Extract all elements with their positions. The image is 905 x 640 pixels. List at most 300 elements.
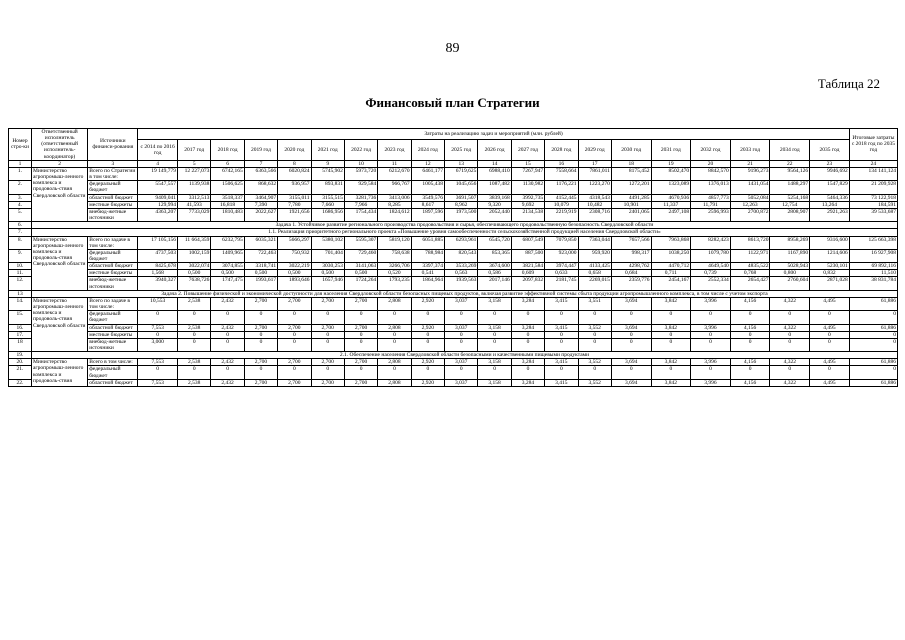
cost-value: 2,432 bbox=[211, 359, 244, 366]
funding-source: областной бюджет bbox=[88, 324, 138, 331]
cost-value: 2,920 bbox=[411, 324, 444, 331]
cost-value: 966,767 bbox=[378, 181, 411, 194]
funding-source: внебюд-жетные источники bbox=[88, 277, 138, 290]
cost-value: 0 bbox=[311, 338, 344, 351]
cost-value: 3,551 bbox=[578, 297, 611, 310]
cost-value: 3,284 bbox=[511, 359, 544, 366]
cost-value: 7,553 bbox=[138, 359, 178, 366]
cost-value: 3,694 bbox=[611, 379, 651, 386]
cost-value: 3318,741 bbox=[244, 263, 277, 270]
header-year: 2021 год bbox=[311, 140, 344, 161]
cost-value: 3141,063 bbox=[344, 263, 377, 270]
cost-value: 0 bbox=[651, 311, 691, 324]
cost-value: 7963,868 bbox=[651, 236, 691, 249]
cost-value: 0 bbox=[478, 366, 511, 379]
cost-value: 3,284 bbox=[511, 297, 544, 310]
cost-value: 2269,015 bbox=[578, 277, 611, 290]
cost-value: 19 149,779 bbox=[138, 167, 178, 180]
cost-value: 7,660 bbox=[311, 201, 344, 208]
total-value: 11,510 bbox=[849, 270, 897, 277]
task-description: Задача 1. Устойчивое развитие регионального производства продовольствия и сырья, обеспечивающего продовольственную безопасность Свердловской области bbox=[31, 222, 897, 229]
cost-value: 1376,013 bbox=[691, 181, 731, 194]
cost-value: 4363,207 bbox=[138, 208, 178, 221]
cost-value: 2,538 bbox=[178, 324, 211, 331]
cost-value: 0 bbox=[691, 311, 731, 324]
cost-value: 4298,762 bbox=[611, 263, 651, 270]
total-value: 69 892,116 bbox=[849, 263, 897, 270]
cost-value: 2097,832 bbox=[511, 277, 544, 290]
cost-value: 3533,269 bbox=[445, 263, 478, 270]
total-value: 21 209,928 bbox=[849, 181, 897, 194]
cost-value: 0 bbox=[445, 311, 478, 324]
cost-value: 3549,576 bbox=[411, 194, 444, 201]
cost-value: 1747,475 bbox=[211, 277, 244, 290]
cost-value: 12,754 bbox=[770, 201, 810, 208]
column-number: 22 bbox=[770, 160, 810, 167]
cost-value: 0 bbox=[411, 311, 444, 324]
task-description: Задача 2. Повышение физической и экономической доступности для населения Свердловской области безопасных пищевых продуктов, включая развитие эффективной системы сбыта продукции агропромышленного комплекса, в том числе с учетом экспорта bbox=[31, 290, 897, 297]
cost-value: 2921,263 bbox=[810, 208, 850, 221]
cost-value: 0 bbox=[378, 311, 411, 324]
cost-value: 0 bbox=[344, 366, 377, 379]
cost-value: 0,832 bbox=[810, 270, 850, 277]
column-number: 11 bbox=[378, 160, 411, 167]
cost-value: 3839,168 bbox=[478, 194, 511, 201]
cost-value: 10,553 bbox=[138, 297, 178, 310]
cost-value: 4491,285 bbox=[611, 194, 651, 201]
cost-value: 0,633 bbox=[545, 270, 578, 277]
line-number: 13 bbox=[9, 290, 32, 297]
column-number: 7 bbox=[244, 160, 277, 167]
total-value: 0 bbox=[849, 366, 897, 379]
cost-value: 923,000 bbox=[545, 249, 578, 262]
cost-value: 2,700 bbox=[344, 297, 377, 310]
cost-value: 1921,656 bbox=[278, 208, 311, 221]
line-number: 3. bbox=[9, 194, 32, 201]
cost-value: 5028,943 bbox=[770, 263, 810, 270]
cost-value: 9564,126 bbox=[770, 167, 810, 180]
cost-value: 0,520 bbox=[378, 270, 411, 277]
cost-value: 2219,919 bbox=[545, 208, 578, 221]
cost-value: 0 bbox=[651, 331, 691, 338]
cost-value: 7733,029 bbox=[178, 208, 211, 221]
line-number: 6. bbox=[9, 222, 32, 229]
cost-value: 17 105,156 bbox=[138, 236, 178, 249]
total-value: 0 bbox=[849, 338, 897, 351]
column-number: 3 bbox=[88, 160, 138, 167]
column-number: 16 bbox=[545, 160, 578, 167]
cost-value: 0 bbox=[545, 311, 578, 324]
cost-value: 3,694 bbox=[611, 359, 651, 366]
cost-value: 1824,612 bbox=[378, 208, 411, 221]
cost-value: 2,700 bbox=[311, 379, 344, 386]
table-row bbox=[9, 379, 898, 386]
funding-source: внебюд-жетные источники bbox=[88, 208, 138, 221]
cost-value: 2,700 bbox=[278, 297, 311, 310]
funding-source: федеральный бюджет bbox=[88, 181, 138, 194]
total-value: 184,591 bbox=[849, 201, 897, 208]
cost-value: 0 bbox=[770, 311, 810, 324]
total-value: 61,886 bbox=[849, 359, 897, 366]
total-value: 134 141,124 bbox=[849, 167, 897, 180]
cost-value: 0 bbox=[810, 366, 850, 379]
responsible-executor: Министерство агропромыш-ленного комплекса и продоволь-ствия Свердловской области bbox=[31, 297, 87, 351]
cost-value: 41,593 bbox=[178, 201, 211, 208]
cost-value: 1893,646 bbox=[278, 277, 311, 290]
line-number: 4. bbox=[9, 201, 32, 208]
cost-value: 6545,720 bbox=[478, 236, 511, 249]
cost-value: 0 bbox=[651, 338, 691, 351]
cost-value: 0 bbox=[278, 311, 311, 324]
column-number: 1 bbox=[9, 160, 32, 167]
header-year: с 2014 по 2016 год bbox=[138, 140, 178, 161]
cost-value: 3155,515 bbox=[311, 194, 344, 201]
cost-value: 2401,065 bbox=[611, 208, 651, 221]
cost-value: 7558,664 bbox=[545, 167, 578, 180]
cost-value: 1973,500 bbox=[445, 208, 478, 221]
cost-value: 2,808 bbox=[378, 379, 411, 386]
cost-value: 3,415 bbox=[545, 324, 578, 331]
funding-source: местные бюджеты bbox=[88, 270, 138, 277]
cost-value: 936,957 bbox=[278, 181, 311, 194]
cost-value: 7657,566 bbox=[611, 236, 651, 249]
cost-value: 9316,600 bbox=[810, 236, 850, 249]
cost-value: 0,739 bbox=[691, 270, 731, 277]
cost-value: 0,500 bbox=[311, 270, 344, 277]
cost-value: 1045,656 bbox=[445, 181, 478, 194]
cost-value: 1087,482 bbox=[478, 181, 511, 194]
cost-value: 0 bbox=[810, 331, 850, 338]
cost-value: 1122,971 bbox=[730, 249, 770, 262]
cost-value: 16,818 bbox=[211, 201, 244, 208]
cost-value: 0,500 bbox=[211, 270, 244, 277]
cost-value: 2,538 bbox=[178, 379, 211, 386]
cost-value: 0 bbox=[411, 331, 444, 338]
cost-value: 10,482 bbox=[578, 201, 611, 208]
cost-value: 2,432 bbox=[211, 324, 244, 331]
cost-value: 1176,221 bbox=[545, 181, 578, 194]
cost-value: 0 bbox=[691, 331, 731, 338]
cost-value: 998,317 bbox=[611, 249, 651, 262]
cost-value: 3,037 bbox=[445, 359, 478, 366]
header-year: 2018 год bbox=[211, 140, 244, 161]
cost-value: 8842,570 bbox=[691, 167, 731, 180]
cost-value: 2359,776 bbox=[611, 277, 651, 290]
cost-value: 9946,692 bbox=[810, 167, 850, 180]
cost-value: 0 bbox=[578, 311, 611, 324]
cost-value: 4835,522 bbox=[730, 263, 770, 270]
cost-value: 1810,483 bbox=[211, 208, 244, 221]
cost-value: 4,156 bbox=[730, 297, 770, 310]
cost-value: 9409,041 bbox=[138, 194, 178, 201]
cost-value: 2022,627 bbox=[244, 208, 277, 221]
cost-value: 0 bbox=[730, 311, 770, 324]
cost-value: 2,432 bbox=[211, 297, 244, 310]
total-value: 39 533,687 bbox=[849, 208, 897, 221]
cost-value: 1323,089 bbox=[651, 181, 691, 194]
cost-value: 2,920 bbox=[411, 297, 444, 310]
column-number: 8 bbox=[278, 160, 311, 167]
cost-value: 0 bbox=[244, 331, 277, 338]
cost-value: 6363,566 bbox=[244, 167, 277, 180]
cost-value: 6461,177 bbox=[411, 167, 444, 180]
header-total: Итоговые затраты с 2018 год по 2035 год bbox=[849, 129, 897, 161]
cost-value: 1167,890 bbox=[770, 249, 810, 262]
header-year: 2035 год bbox=[810, 140, 850, 161]
cost-value: 8502,470 bbox=[651, 167, 691, 180]
cost-value: 0,711 bbox=[651, 270, 691, 277]
line-number: 1. bbox=[9, 167, 32, 180]
cost-value: 701,404 bbox=[311, 249, 344, 262]
cost-value: 5230,101 bbox=[810, 263, 850, 270]
cost-value: 7,966 bbox=[344, 201, 377, 208]
table-row bbox=[9, 359, 898, 366]
cost-value: 0 bbox=[211, 338, 244, 351]
line-number: 20. bbox=[9, 359, 32, 366]
header-year: 2023 год bbox=[378, 140, 411, 161]
total-value: 16 927,908 bbox=[849, 249, 897, 262]
table-row bbox=[9, 297, 898, 310]
cost-value: 9,692 bbox=[511, 201, 544, 208]
column-number: 15 bbox=[511, 160, 544, 167]
cost-value: 8425,678 bbox=[138, 263, 178, 270]
line-number: 15. bbox=[9, 311, 32, 324]
cost-value: 0 bbox=[211, 331, 244, 338]
cost-value: 0 bbox=[770, 338, 810, 351]
cost-value: 722,463 bbox=[244, 249, 277, 262]
cost-value: 2,920 bbox=[411, 359, 444, 366]
cost-value: 4,156 bbox=[730, 324, 770, 331]
cost-value: 4,322 bbox=[770, 359, 810, 366]
cost-value: 5052,084 bbox=[730, 194, 770, 201]
cost-value: 0 bbox=[244, 366, 277, 379]
cost-value: 0 bbox=[478, 338, 511, 351]
header-line-number: Номер стро-ки bbox=[9, 129, 32, 161]
table-row bbox=[9, 324, 898, 331]
cost-value: 7363,044 bbox=[578, 236, 611, 249]
cost-value: 1272,201 bbox=[611, 181, 651, 194]
cost-value: 3940,327 bbox=[138, 277, 178, 290]
cost-value: 8175,452 bbox=[611, 167, 651, 180]
cost-value: 2454,167 bbox=[651, 277, 691, 290]
cost-value: 0 bbox=[244, 338, 277, 351]
task-row bbox=[9, 229, 898, 236]
header-year: 2031 год bbox=[651, 140, 691, 161]
cost-value: 0 bbox=[378, 331, 411, 338]
cost-value: 7267,947 bbox=[511, 167, 544, 180]
cost-value: 7638,726 bbox=[178, 277, 211, 290]
cost-value: 788,984 bbox=[411, 249, 444, 262]
column-number: 23 bbox=[810, 160, 850, 167]
cost-value: 750,932 bbox=[278, 249, 311, 262]
cost-value: 1139,938 bbox=[178, 181, 211, 194]
cost-value: 2,808 bbox=[378, 297, 411, 310]
column-number: 17 bbox=[578, 160, 611, 167]
cost-value: 10,901 bbox=[611, 201, 651, 208]
cost-value: 12 227,073 bbox=[178, 167, 211, 180]
cost-value: 5745,902 bbox=[311, 167, 344, 180]
cost-value: 3,996 bbox=[691, 359, 731, 366]
column-number: 14 bbox=[478, 160, 511, 167]
cost-value: 2,700 bbox=[244, 379, 277, 386]
line-number: 7. bbox=[9, 229, 32, 236]
cost-value: 6035,321 bbox=[244, 236, 277, 249]
table-row bbox=[9, 338, 898, 351]
cost-value: 1897,596 bbox=[411, 208, 444, 221]
header-year: 2020 год bbox=[278, 140, 311, 161]
total-value: 38 831,784 bbox=[849, 277, 897, 290]
cost-value: 853,365 bbox=[478, 249, 511, 262]
cost-value: 1214,606 bbox=[810, 249, 850, 262]
header-year: 2028 год bbox=[545, 140, 578, 161]
cost-value: 2,920 bbox=[411, 379, 444, 386]
table-row bbox=[9, 277, 898, 290]
cost-value: 0 bbox=[244, 311, 277, 324]
cost-value: 2,700 bbox=[244, 359, 277, 366]
total-value: 61,886 bbox=[849, 297, 897, 310]
total-value: 73 122,918 bbox=[849, 194, 897, 201]
cost-value: 2,700 bbox=[344, 379, 377, 386]
cost-value: 0 bbox=[691, 366, 731, 379]
cost-value: 2808,907 bbox=[770, 208, 810, 221]
header-years-row bbox=[9, 140, 898, 161]
cost-value: 5666,297 bbox=[278, 236, 311, 249]
cost-value: 3,284 bbox=[511, 379, 544, 386]
cost-value: 2497,108 bbox=[651, 208, 691, 221]
cost-value: 2,808 bbox=[378, 324, 411, 331]
column-number: 24 bbox=[849, 160, 897, 167]
cost-value: 3974,447 bbox=[545, 263, 578, 270]
cost-value: 0 bbox=[278, 338, 311, 351]
cost-value: 0 bbox=[311, 331, 344, 338]
cost-value: 0,586 bbox=[478, 270, 511, 277]
header-year: 2019 год bbox=[244, 140, 277, 161]
cost-value: 0 bbox=[511, 366, 544, 379]
column-number: 12 bbox=[411, 160, 444, 167]
header-year: 2017 год bbox=[178, 140, 211, 161]
cost-value: 4737,503 bbox=[138, 249, 178, 262]
cost-value: 0 bbox=[611, 338, 651, 351]
cost-value: 4,156 bbox=[730, 379, 770, 386]
cost-value: 0 bbox=[138, 311, 178, 324]
cost-value: 13,264 bbox=[810, 201, 850, 208]
header-year: 2030 год bbox=[611, 140, 651, 161]
cost-value: 129,994 bbox=[138, 201, 178, 208]
header-year: 2032 год bbox=[691, 140, 731, 161]
column-number: 9 bbox=[311, 160, 344, 167]
column-number: 4 bbox=[138, 160, 178, 167]
cost-value: 4670,936 bbox=[651, 194, 691, 201]
cost-value: 1657,946 bbox=[311, 277, 344, 290]
header-year: 2022 год bbox=[344, 140, 377, 161]
header-year: 2026 год bbox=[478, 140, 511, 161]
cost-value: 0 bbox=[445, 338, 478, 351]
funding-source: внебюд-жетные источники bbox=[88, 338, 138, 351]
cost-value: 6212,670 bbox=[378, 167, 411, 180]
cost-value: 1724,264 bbox=[344, 277, 377, 290]
cost-value: 2760,604 bbox=[770, 277, 810, 290]
cost-value: 1431,054 bbox=[730, 181, 770, 194]
table-row bbox=[9, 366, 898, 379]
cost-value: 10,079 bbox=[545, 201, 578, 208]
cost-value: 0 bbox=[611, 331, 651, 338]
column-number: 2 bbox=[31, 160, 87, 167]
cost-value: 5464,336 bbox=[810, 194, 850, 201]
cost-value: 1488,297 bbox=[770, 181, 810, 194]
header-costs-group: Затраты на реализацию задач и мероприятий (млн. рублей) bbox=[138, 129, 849, 140]
header-responsible: Ответственный исполнитель (ответственный исполнитель-координатор) bbox=[31, 129, 87, 161]
table-row bbox=[9, 249, 898, 262]
cost-value: 0,500 bbox=[344, 270, 377, 277]
cost-value: 2,808 bbox=[378, 359, 411, 366]
table-row bbox=[9, 311, 898, 324]
cost-value: 4,495 bbox=[810, 324, 850, 331]
column-number: 6 bbox=[211, 160, 244, 167]
cost-value: 0 bbox=[578, 331, 611, 338]
funding-source: Всего по задаче в том числе: bbox=[88, 236, 138, 249]
cost-value: 1993,617 bbox=[244, 277, 277, 290]
cost-value: 4318,543 bbox=[578, 194, 611, 201]
header-year: 2034 год bbox=[770, 140, 810, 161]
cost-value: 3155,011 bbox=[278, 194, 311, 201]
table-row bbox=[9, 270, 898, 277]
cost-value: 8,285 bbox=[378, 201, 411, 208]
cost-value: 2,700 bbox=[244, 324, 277, 331]
cost-value: 11,791 bbox=[691, 201, 731, 208]
cost-value: 7079,850 bbox=[545, 236, 578, 249]
cost-value: 1,568 bbox=[138, 270, 178, 277]
funding-source: федеральный бюджет bbox=[88, 249, 138, 262]
cost-value: 6988,410 bbox=[478, 167, 511, 180]
funding-source: федеральный бюджет bbox=[88, 311, 138, 324]
financial-plan-table bbox=[8, 128, 898, 387]
cost-value: 6807,549 bbox=[511, 236, 544, 249]
line-number: 14. bbox=[9, 297, 32, 310]
cost-value: 2,700 bbox=[311, 359, 344, 366]
cost-value: 5547,557 bbox=[138, 181, 178, 194]
cost-value: 3,037 bbox=[445, 379, 478, 386]
cost-value: 1038,250 bbox=[651, 249, 691, 262]
cost-value: 887,500 bbox=[511, 249, 544, 262]
column-number: 10 bbox=[344, 160, 377, 167]
cost-value: 4470,712 bbox=[651, 263, 691, 270]
cost-value: 0 bbox=[138, 331, 178, 338]
cost-value: 3,996 bbox=[691, 324, 731, 331]
responsible-executor: Министерство агропромыш-ленного комплекса и продоволь-ствия Свердловской области bbox=[31, 167, 87, 221]
cost-value: 1002,159 bbox=[178, 249, 211, 262]
cost-value: 3,158 bbox=[478, 359, 511, 366]
cost-value: 0 bbox=[138, 366, 178, 379]
cost-value: 7,553 bbox=[138, 379, 178, 386]
cost-value: 3397,374 bbox=[411, 263, 444, 270]
cost-value: 3674,600 bbox=[478, 263, 511, 270]
table-row bbox=[9, 236, 898, 249]
total-value: 125 663,398 bbox=[849, 236, 897, 249]
cost-value: 0 bbox=[344, 311, 377, 324]
cost-value: 3030,253 bbox=[311, 263, 344, 270]
cost-value: 0 bbox=[691, 338, 731, 351]
cost-value: 0 bbox=[478, 311, 511, 324]
table-row bbox=[9, 181, 898, 194]
cost-value: 929,584 bbox=[344, 181, 377, 194]
cost-value: 3821,584 bbox=[511, 263, 544, 270]
cost-value: 3,842 bbox=[651, 379, 691, 386]
header-year: 2025 год bbox=[445, 140, 478, 161]
column-numbers-row bbox=[9, 160, 898, 167]
header-funding-source: Источники финанси-рования bbox=[88, 129, 138, 161]
cost-value: 3,158 bbox=[478, 324, 511, 331]
cost-value: 8,617 bbox=[411, 201, 444, 208]
